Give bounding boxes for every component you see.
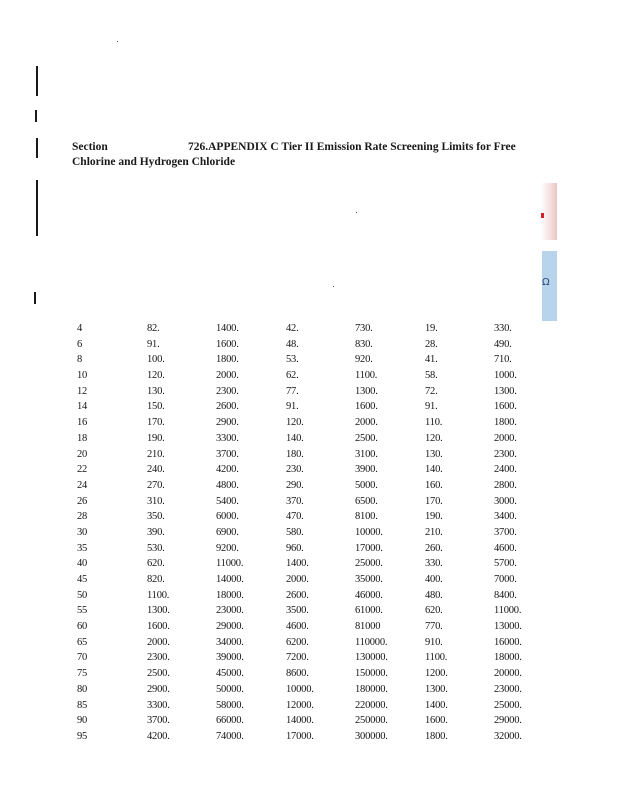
table-cell: 60: [77, 621, 88, 633]
table-cell: 30: [77, 526, 88, 538]
scan-mark: [36, 180, 38, 236]
table-cell: 180000.: [355, 683, 388, 695]
table-cell: 80: [77, 683, 88, 695]
table-cell: 210.: [147, 448, 165, 460]
table-cell: 770.: [425, 621, 443, 633]
table-cell: 5400.: [216, 495, 239, 507]
table-cell: 58000.: [216, 699, 244, 711]
table-cell: 16: [77, 417, 88, 429]
table-cell: 4600.: [286, 621, 309, 633]
table-cell: 2000.: [355, 417, 378, 429]
table-cell: 220000.: [355, 699, 388, 711]
table-cell: 17000.: [286, 730, 314, 742]
table-cell: 190.: [425, 511, 443, 523]
table-cell: 85: [77, 699, 88, 711]
table-cell: 620.: [425, 605, 443, 617]
table-cell: 2900.: [216, 417, 239, 429]
table-cell: 35: [77, 542, 88, 554]
table-cell: 11000.: [494, 605, 522, 617]
table-cell: 120.: [425, 432, 443, 444]
table-cell: 14: [77, 401, 88, 413]
table-cell: 830.: [355, 338, 373, 350]
table-cell: 42.: [286, 323, 299, 334]
table-cell: 8600.: [286, 668, 309, 680]
table-cell: 58.: [425, 370, 438, 382]
scan-mark: [36, 138, 38, 158]
table-cell: 39000.: [216, 652, 244, 664]
table-cell: 3500.: [286, 605, 309, 617]
table-cell: 100.: [147, 354, 165, 366]
scan-speck: [117, 41, 118, 42]
table-cell: 6500.: [355, 495, 378, 507]
table-cell: 10000.: [355, 526, 383, 538]
table-cell: 8400.: [494, 589, 517, 601]
table-cell: 12: [77, 385, 88, 397]
table-cell: 1000.: [494, 370, 517, 382]
table-cell: 4200.: [216, 464, 239, 476]
appendix-title-line2: Chlorine and Hydrogen Chloride: [72, 156, 236, 168]
table-cell: 72.: [425, 385, 438, 397]
table-cell: 140.: [425, 464, 443, 476]
table-cell: 91.: [147, 338, 160, 350]
table-cell: 18: [77, 432, 88, 444]
table-cell: 34000.: [216, 636, 244, 648]
table-cell: 130000.: [355, 652, 388, 664]
table-cell: 23000.: [494, 683, 522, 695]
table-cell: 7000.: [494, 574, 517, 585]
table-cell: 250000.: [355, 715, 388, 727]
table-cell: 4600.: [494, 542, 517, 554]
table-cell: 77.: [286, 385, 299, 397]
table-cell: 40: [77, 558, 88, 570]
table-cell: 470.: [286, 511, 304, 523]
table-cell: 4200.: [147, 730, 170, 742]
table-cell: 290.: [286, 479, 304, 491]
table-cell: 25000.: [494, 699, 522, 711]
table-cell: 310.: [147, 495, 165, 507]
table-cell: 1300.: [494, 385, 517, 397]
table-cell: 730.: [355, 323, 373, 334]
table-cell: 490.: [494, 338, 512, 350]
table-cell: 1600.: [355, 401, 378, 413]
table-cell: 4: [77, 323, 83, 334]
table-cell: 2800.: [494, 479, 517, 491]
table-cell: 1600.: [147, 621, 170, 633]
table-cell: 920.: [355, 354, 373, 366]
table-cell: 3900.: [355, 464, 378, 476]
table-cell: 28.: [425, 338, 438, 350]
table-cell: 10000.: [286, 683, 314, 695]
table-cell: 26: [77, 495, 88, 507]
table-cell: 260.: [425, 542, 443, 554]
table-cell: 8: [77, 354, 83, 366]
table-cell: 2600.: [286, 589, 309, 601]
table-cell: 20000.: [494, 668, 522, 680]
table-cell: 530.: [147, 542, 165, 554]
table-cell: 2000.: [494, 432, 517, 444]
table-cell: 23000.: [216, 605, 244, 617]
table-cell: 2900.: [147, 683, 170, 695]
table-cell: 150.: [147, 401, 165, 413]
table-cell: 330.: [494, 323, 512, 334]
table-cell: 3300.: [147, 699, 170, 711]
table-cell: 9200.: [216, 542, 239, 554]
table-cell: 3700.: [216, 448, 239, 460]
table-cell: 6000.: [216, 511, 239, 523]
section-label: Section: [72, 141, 108, 153]
table-cell: 6200.: [286, 636, 309, 648]
table-cell: 25000.: [355, 558, 383, 570]
table-cell: 62.: [286, 370, 299, 382]
table-cell: 1400.: [425, 699, 448, 711]
table-cell: 13000.: [494, 621, 522, 633]
table-cell: 1400.: [216, 323, 239, 334]
table-cell: 3700.: [494, 526, 517, 538]
table-cell: 820.: [147, 574, 165, 585]
table-cell: 960.: [286, 542, 304, 554]
table-cell: 18000.: [494, 652, 522, 664]
table-cell: 19.: [425, 323, 438, 334]
scan-speck: [333, 286, 334, 287]
table-cell: 1400.: [286, 558, 309, 570]
table-cell: 6: [77, 338, 83, 350]
table-cell: 55: [77, 605, 88, 617]
table-cell: 1600.: [494, 401, 517, 413]
scan-speck: [356, 212, 357, 213]
table-cell: 480.: [425, 589, 443, 601]
table-cell: 24: [77, 479, 88, 491]
table-cell: 90: [77, 715, 88, 727]
table-cell: 140.: [286, 432, 304, 444]
table-cell: 16000.: [494, 636, 522, 648]
table-cell: 45000.: [216, 668, 244, 680]
table-cell: 66000.: [216, 715, 244, 727]
scan-mark: [35, 110, 37, 122]
table-cell: 75: [77, 668, 88, 680]
table-cell: 1300.: [355, 385, 378, 397]
table-cell: 1800.: [494, 417, 517, 429]
table-cell: 2500.: [147, 668, 170, 680]
section-heading: [72, 140, 572, 170]
table-cell: 2300.: [147, 652, 170, 664]
table-cell: 8100.: [355, 511, 378, 523]
appendix-title-line1: 726.APPENDIX C Tier II Emission Rate Screening Limits for Free: [188, 141, 516, 153]
table-cell: 2000.: [147, 636, 170, 648]
table-cell: 28: [77, 511, 88, 523]
table-cell: 1200.: [425, 668, 448, 680]
table-cell: 240.: [147, 464, 165, 476]
table-cell: 14000.: [286, 715, 314, 727]
table-cell: 150000.: [355, 668, 388, 680]
table-cell: 3300.: [216, 432, 239, 444]
table-cell: 35000.: [355, 574, 383, 585]
edge-artifact-red: [541, 183, 557, 240]
scan-mark: [34, 292, 36, 304]
table-cell: 81000: [355, 621, 381, 633]
table-cell: 1800.: [425, 730, 448, 742]
table-cell: 50000.: [216, 683, 244, 695]
table-cell: 32000.: [494, 730, 522, 742]
table-cell: 45: [77, 574, 88, 585]
table-cell: 190.: [147, 432, 165, 444]
table-cell: 7200.: [286, 652, 309, 664]
table-cell: 65: [77, 636, 88, 648]
table-cell: 1600.: [216, 338, 239, 350]
table-cell: 3700.: [147, 715, 170, 727]
table-cell: 2500.: [355, 432, 378, 444]
table-cell: 11000.: [216, 558, 244, 570]
table-cell: 130.: [425, 448, 443, 460]
table-cell: 1300.: [147, 605, 170, 617]
table-cell: 17000.: [355, 542, 383, 554]
table-cell: 82.: [147, 323, 160, 334]
table-cell: 180.: [286, 448, 304, 460]
table-cell: 4800.: [216, 479, 239, 491]
table-cell: 70: [77, 652, 88, 664]
table-cell: 29000.: [494, 715, 522, 727]
table-cell: 110.: [425, 417, 443, 429]
table-cell: 5700.: [494, 558, 517, 570]
table-cell: 300000.: [355, 730, 388, 742]
table-cell: 2600.: [216, 401, 239, 413]
table-cell: 1100.: [147, 589, 170, 601]
table-cell: 120.: [286, 417, 304, 429]
table-cell: 160.: [425, 479, 443, 491]
table-cell: 3100.: [355, 448, 378, 460]
table-cell: 18000.: [216, 589, 244, 601]
table-cell: 170.: [425, 495, 443, 507]
table-cell: 400.: [425, 574, 443, 585]
table-cell: 50: [77, 589, 88, 601]
table-cell: 95: [77, 730, 88, 742]
table-cell: 270.: [147, 479, 165, 491]
table-cell: 3000.: [494, 495, 517, 507]
table-cell: 1800.: [216, 354, 239, 366]
table-cell: 41.: [425, 354, 438, 366]
edge-artifact-blue: Ω: [542, 251, 557, 321]
table-cell: 2400.: [494, 464, 517, 476]
table-cell: 170.: [147, 417, 165, 429]
table-cell: 61000.: [355, 605, 383, 617]
table-cell: 910.: [425, 636, 443, 648]
table-cell: 1100.: [355, 370, 378, 382]
table-cell: 110000.: [355, 636, 388, 648]
table-cell: 1600.: [425, 715, 448, 727]
table-cell: 74000.: [216, 730, 244, 742]
table-cell: 48.: [286, 338, 299, 350]
table-cell: 14000.: [216, 574, 244, 585]
table-cell: 210.: [425, 526, 443, 538]
table-cell: 20: [77, 448, 88, 460]
table-cell: 6900.: [216, 526, 239, 538]
table-cell: 710.: [494, 354, 512, 366]
table-cell: 390.: [147, 526, 165, 538]
table-cell: 53.: [286, 354, 299, 366]
scan-mark: [36, 66, 38, 96]
table-cell: 370.: [286, 495, 304, 507]
table-cell: 1100.: [425, 652, 448, 664]
table-cell: 350.: [147, 511, 165, 523]
table-cell: 12000.: [286, 699, 314, 711]
table-cell: 120.: [147, 370, 165, 382]
table-cell: 91.: [286, 401, 299, 413]
table-cell: 22: [77, 464, 88, 476]
table-cell: 2300.: [494, 448, 517, 460]
table-cell: 91.: [425, 401, 438, 413]
table-cell: 2000.: [286, 574, 309, 585]
table-cell: 3400.: [494, 511, 517, 523]
table-cell: 10: [77, 370, 88, 382]
table-cell: 2300.: [216, 385, 239, 397]
table-cell: 330.: [425, 558, 443, 570]
table-cell: 130.: [147, 385, 165, 397]
table-cell: 2000.: [216, 370, 239, 382]
table-cell: 230.: [286, 464, 304, 476]
table-cell: 580.: [286, 526, 304, 538]
table-cell: 1300.: [425, 683, 448, 695]
table-cell: 46000.: [355, 589, 383, 601]
table-cell: 29000.: [216, 621, 244, 633]
table-cell: 5000.: [355, 479, 378, 491]
table-cell: 620.: [147, 558, 165, 570]
